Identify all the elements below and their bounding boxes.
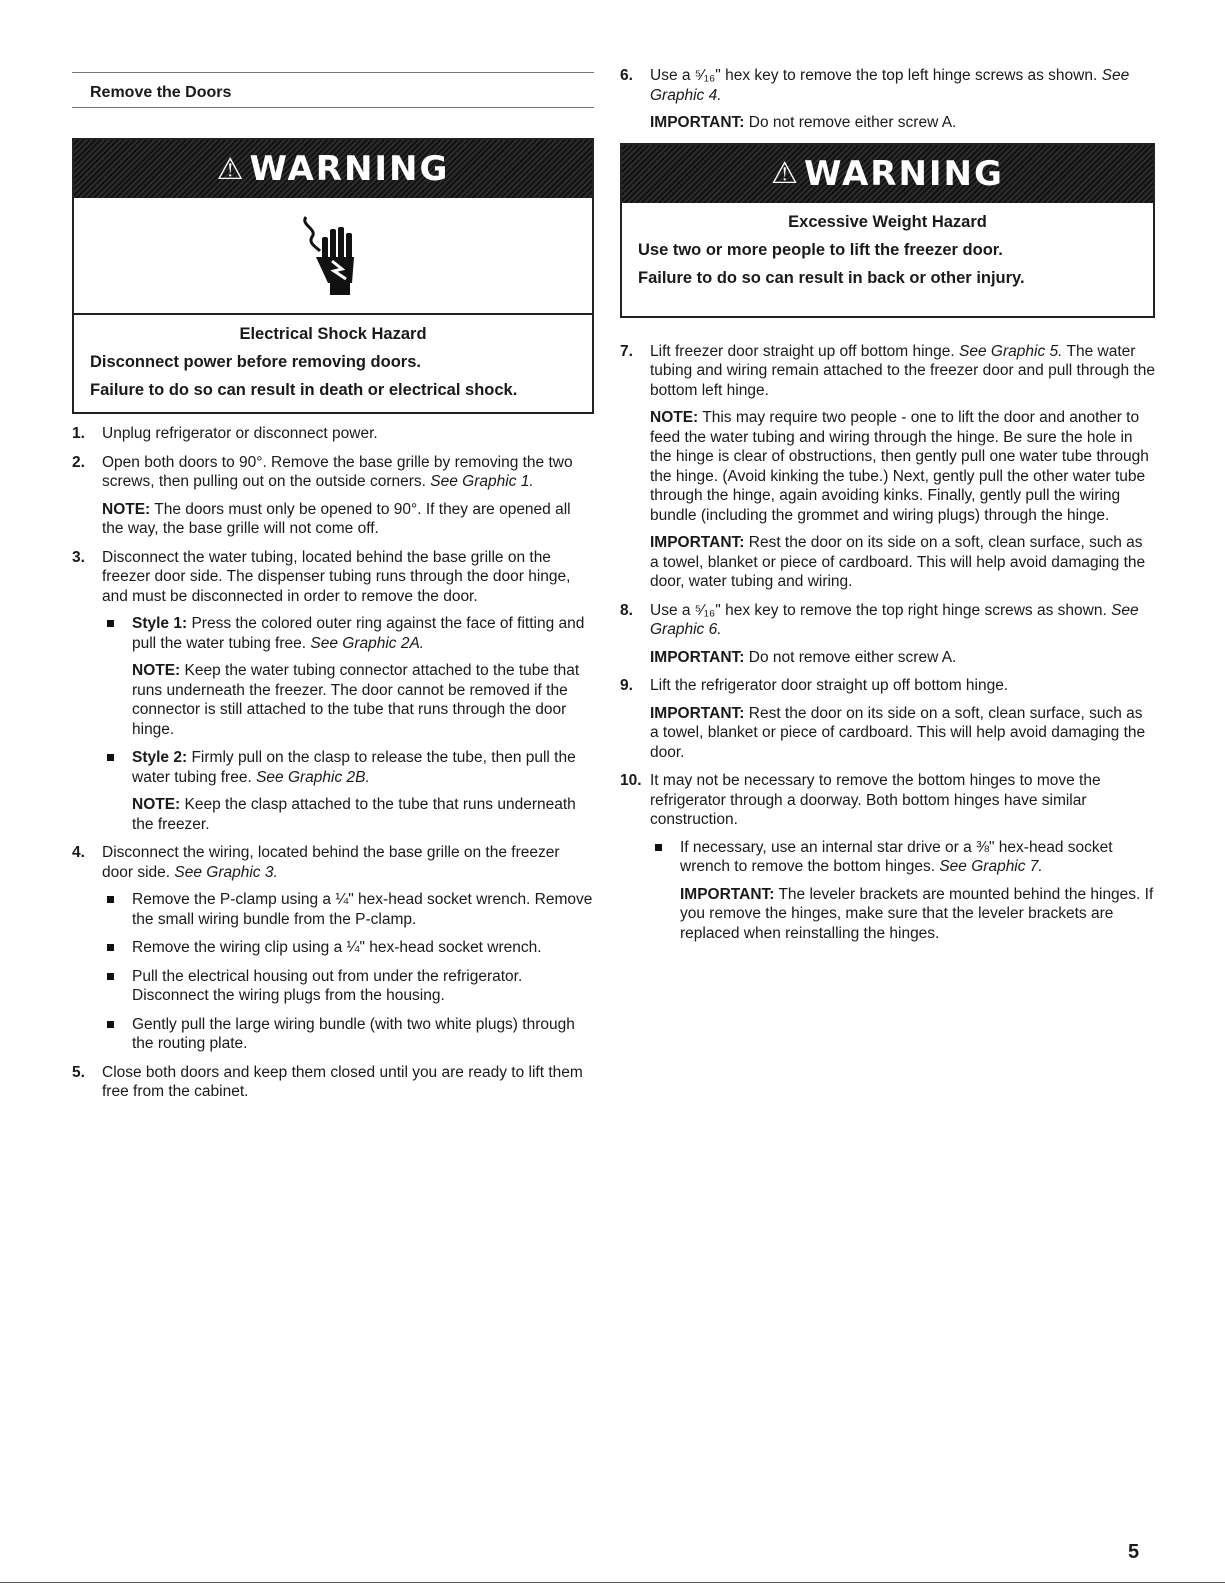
step-text: Open both doors to 90°. Remove the base grille by removing the two screws, then pulling out on the outside corners. [102,453,573,490]
bullet-square-icon [107,754,114,761]
step-text: Close both doors and keep them closed until you are ready to lift them free from the cabinet. [102,1063,583,1100]
note-text: Keep the clasp attached to the tube that runs underneath the freezer. [132,796,576,833]
steps-list-left [72,424,594,1102]
warning-line: Use two or more people to lift the freezer door. [638,240,1003,259]
step [620,771,1155,943]
warning-banner-text: WARNING [249,149,450,189]
hazard-title: Electrical Shock Hazard [239,325,427,343]
bullet-text: Remove the wiring clip using a ¼" hex-head socket wrench. [132,939,542,956]
step-text: Lift freezer door straight up off bottom hinge. [650,342,955,360]
page-number: 5 [1128,1541,1140,1563]
step-text: Disconnect the water tubing, located behind the base grille on the freezer door side. The dispenser tubing runs through the door hinge, and must be disconnected in order to remove the door. [102,548,571,605]
important-label: IMPORTANT: [680,885,775,903]
warning-line: Failure to do so can result in death or electrical shock. [90,381,518,399]
bullet-item [650,838,1155,944]
bullet-square-icon [107,896,114,903]
note [650,408,1155,525]
graphic-reference: See Graphic 3. [174,863,278,881]
note-text: The doors must only be opened to 90°. If they are opened all the way, the base grille will not come off. [102,500,571,537]
important [650,704,1155,763]
electric-shock-hand-icon [298,211,368,301]
note [132,661,594,739]
warning-banner [622,145,1153,203]
step-number: 9. [620,677,633,694]
step [620,342,1155,592]
bullet-item [102,614,594,739]
step-text: Lift the refrigerator door straight up off bottom hinge. [650,677,1009,694]
graphic-reference: See Graphic 2A. [310,634,425,652]
note [102,500,594,539]
graphic-reference: See Graphic 1. [430,473,534,490]
note-label: NOTE: [102,500,151,518]
steps-list-right-top [620,66,1155,133]
step-number: 8. [620,601,633,619]
bullet-list [102,890,594,1054]
bullet-list [102,614,594,834]
step [620,676,1155,762]
weight-warning-box [620,143,1155,318]
important [650,113,1155,133]
bullet-item [102,967,594,1006]
step-text: The water tubing and wiring remain attached to the freezer door and pull through the bottom left hinge. [650,342,1155,399]
important-label: IMPORTANT: [650,534,745,551]
note-text: Keep the water tubing connector attached to the tube that runs underneath the freezer. The door cannot be removed if the connector is still attached to the tube that runs through the door hinge. [132,662,580,738]
important-label: IMPORTANT: [650,704,745,722]
warning-line: Failure to do so can result in back or other injury. [638,268,1025,287]
electrical-warning-box [72,138,594,414]
step-text: Use a ⁵⁄₁₆" hex key to remove the top right hinge screws as shown. [650,601,1107,619]
warning-text [622,203,1153,316]
bullet-square-icon [655,844,662,851]
bullet-text: Firmly pull on the clasp to release the tube, then pull the water tubing free. [132,749,576,786]
bullet-square-icon [107,1021,114,1028]
important-text: Rest the door on its side on a soft, clean surface, such as a towel, blanket or piece of cardboard. This will help avoid damaging the door, water tubing and wiring. [650,534,1146,590]
hazard-title: Excessive Weight Hazard [788,212,987,231]
bullet-item [102,890,594,929]
important [650,533,1155,592]
bullet-list [650,838,1155,944]
step [72,1063,594,1102]
step-number: 1. [72,425,85,442]
step-number: 2. [72,453,85,471]
important-text: Do not remove either screw A. [748,114,957,131]
right-column [620,66,1155,952]
step-text: It may not be necessary to remove the bottom hinges to move the refrigerator through a doorway. Both bottom hinges have similar construction. [650,772,1101,828]
shock-icon-cell [74,198,592,315]
important-text: Rest the door on its side on a soft, clean surface, such as a towel, blanket or piece of cardboard. This will help avoid damaging the door. [650,704,1146,761]
graphic-reference: See Graphic 2B. [256,768,370,786]
important [650,648,1155,668]
bullet-text: Press the colored outer ring against the face of fitting and pull the water tubing free. [132,615,585,652]
style-label: Style 1: [132,615,188,632]
bottom-rule [0,1582,1225,1583]
step-number: 10. [620,772,642,789]
warning-banner [74,140,592,198]
warning-banner-text: WARNING [803,153,1004,194]
bullet-item [102,1015,594,1054]
important-text: The leveler brackets are mounted behind the hinges. If you remove the hinges, make sure that the leveler brackets are replaced when reinstalling the hinges. [680,885,1154,942]
step [72,424,594,444]
step-number: 5. [72,1063,85,1081]
important-label: IMPORTANT: [650,114,745,131]
step [620,66,1155,133]
step-text: Disconnect the wiring, located behind the base grille on the freezer door side. [102,844,560,881]
graphic-reference: See Graphic 7. [939,858,1043,875]
important [680,885,1155,944]
bullet-item [102,938,594,958]
warning-line: Disconnect power before removing doors. [90,353,421,371]
step-text: Use a ⁵⁄₁₆" hex key to remove the top left hinge screws as shown. [650,67,1098,84]
step-number: 4. [72,844,85,861]
note-label: NOTE: [132,796,181,813]
bullet-item [102,748,594,834]
graphic-reference: See Graphic 5. [959,342,1063,360]
bullet-square-icon [107,944,114,951]
note [132,795,594,834]
bullet-text: Pull the electrical housing out from under the refrigerator. Disconnect the wiring plugs from the housing. [132,967,523,1004]
step [72,843,594,1054]
important-label: IMPORTANT: [650,648,745,666]
step-number: 6. [620,67,633,84]
note-label: NOTE: [650,409,699,426]
step [72,548,594,835]
graphic-reference: See Graphic 6. [650,601,1139,638]
left-column [72,72,594,1111]
step-number: 3. [72,548,85,566]
step [620,601,1155,668]
important-text: Do not remove either screw A. [748,648,957,666]
step-text: Unplug refrigerator or disconnect power. [102,425,378,442]
bullet-square-icon [107,620,114,627]
step [72,453,594,539]
bullet-text: If necessary, use an internal star drive or a ⅜" hex-head socket wrench to remove the bottom hinges. [680,838,1113,875]
bullet-text: Gently pull the large wiring bundle (with two white plugs) through the routing plate. [132,1015,575,1052]
graphic-reference: See Graphic 4. [650,67,1130,104]
note-label: NOTE: [132,662,181,679]
section-title: Remove the Doors [72,72,594,108]
bullet-text: Remove the P-clamp using a ¼" hex-head socket wrench. Remove the small wiring bundle from the P-clamp. [132,891,593,928]
note-text: This may require two people - one to lift the door and another to feed the water tubing and wiring through the hinge. Be sure the hole in the hinge is clear of obstructions, then gently pull one water tube through the hinge. (Avoid kinking the tube.) Next, gently pull the other water tube through the hinge, again avoiding kinks. Finally, gently pull the wiring bundle (including the grommet and wiring plugs) through the hinge. [650,409,1149,524]
steps-list-right [620,342,1155,944]
warning-triangle-icon: ⚠ [216,151,246,187]
warning-text [74,315,592,412]
style-label: Style 2: [132,749,188,766]
warning-triangle-icon: ⚠ [771,156,800,191]
bullet-square-icon [107,973,114,980]
step-number: 7. [620,342,633,360]
